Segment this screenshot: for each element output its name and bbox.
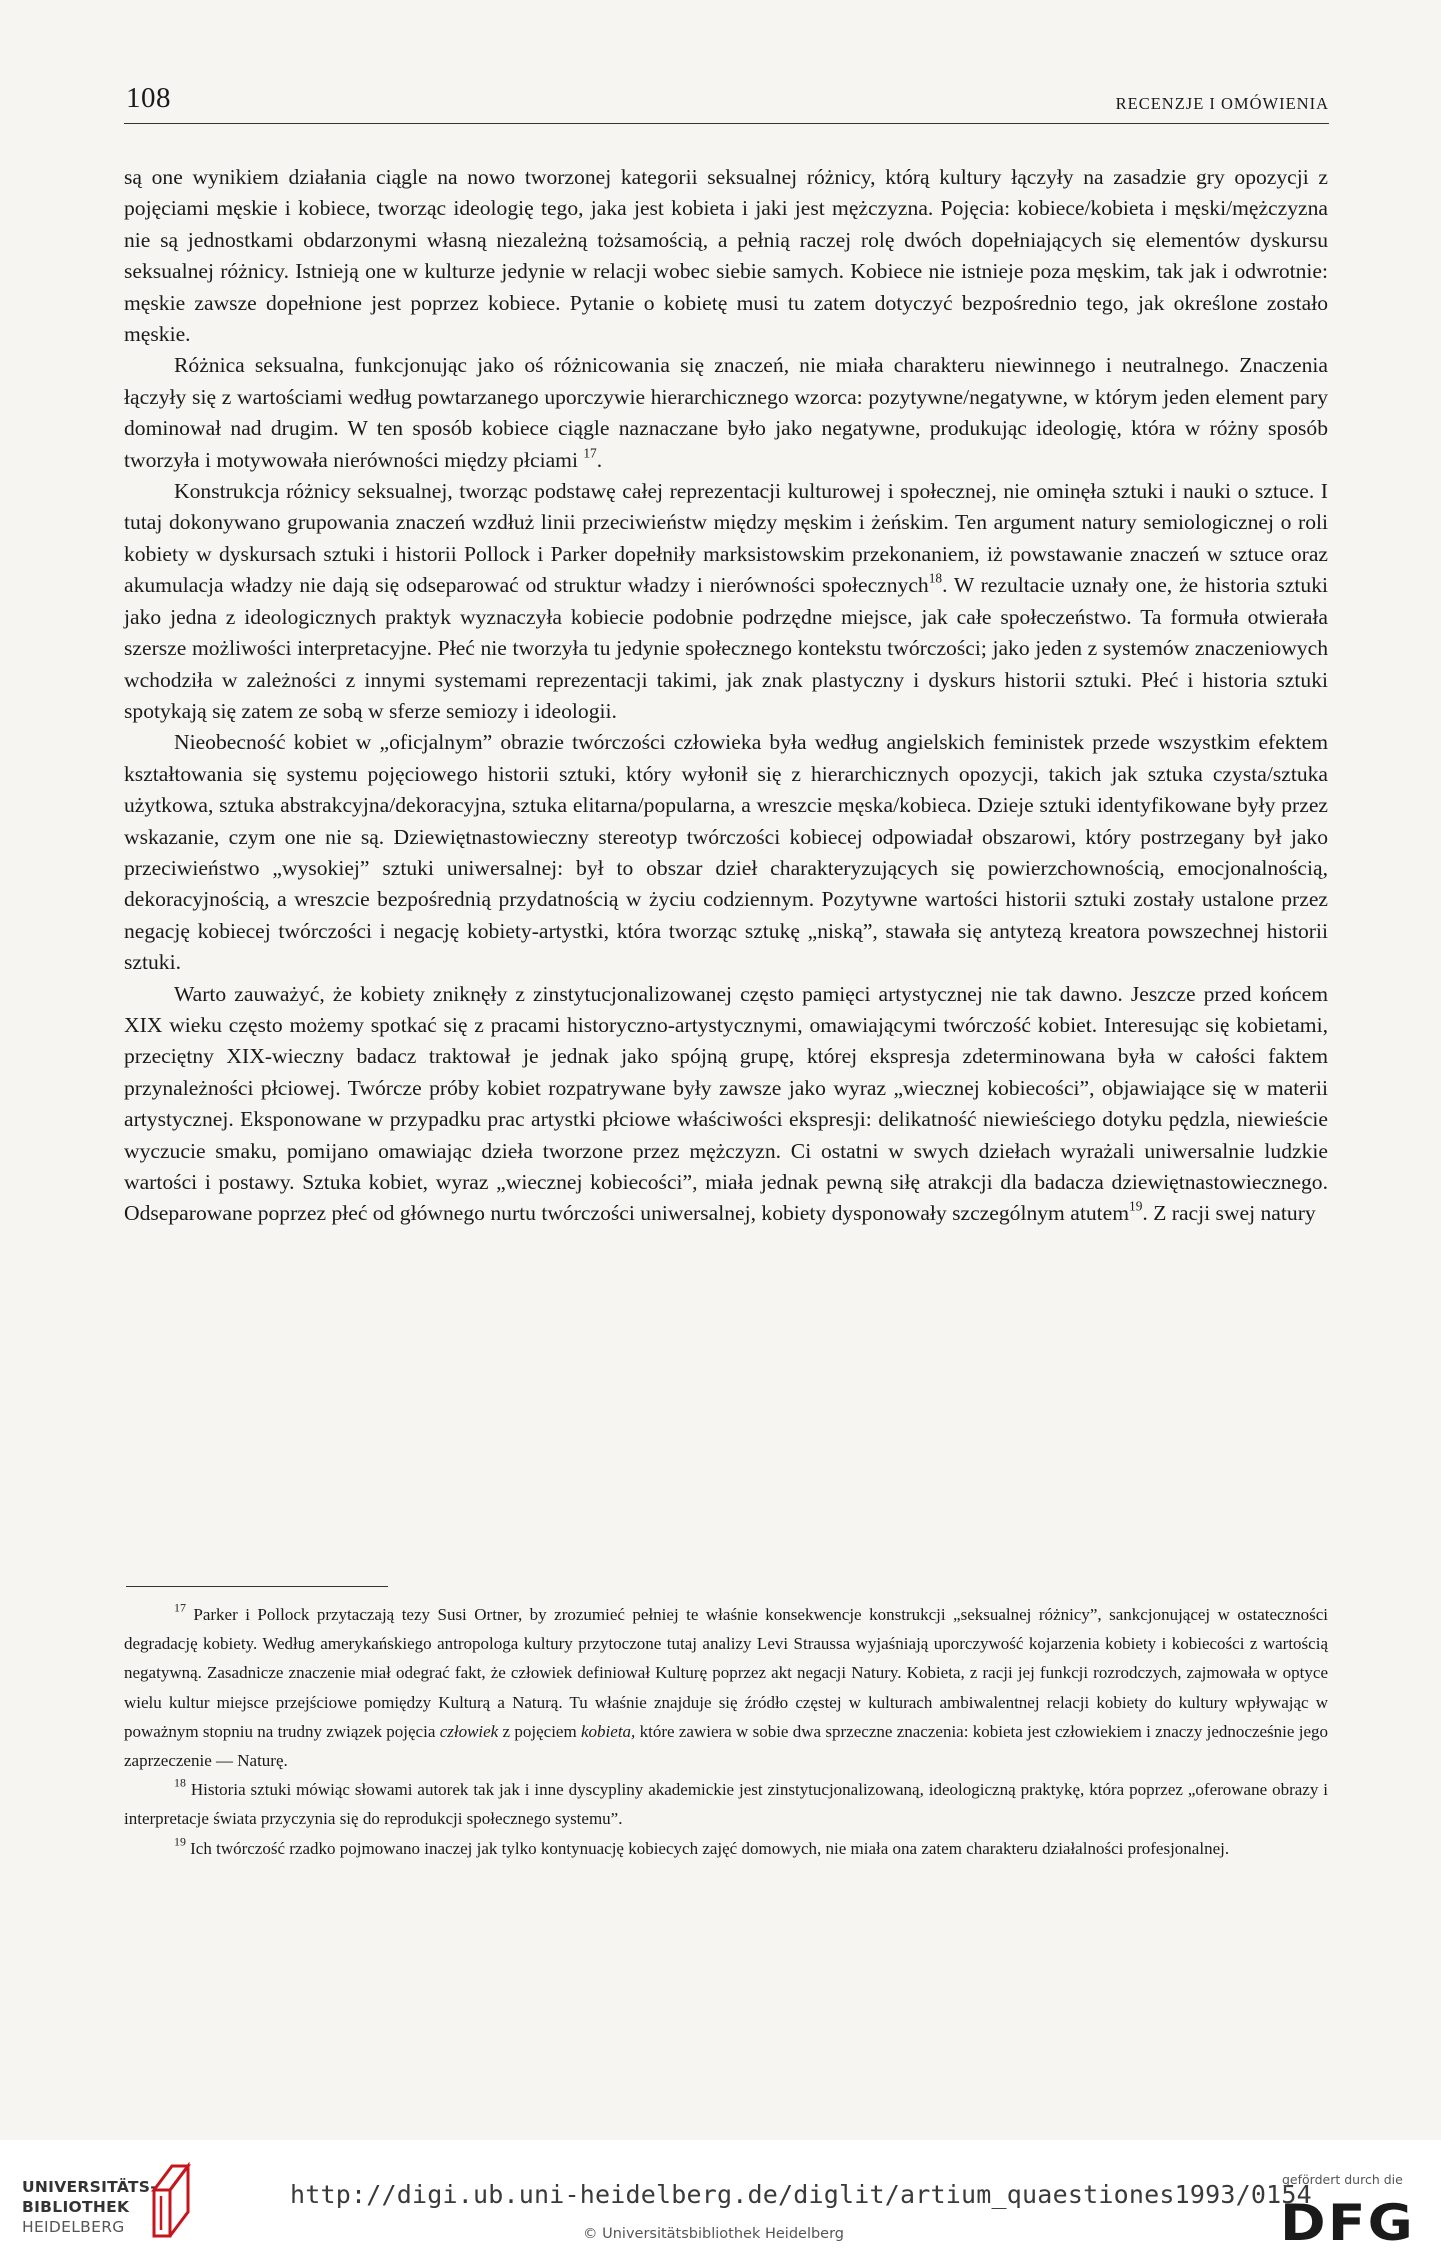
paragraph-2-end: . [596,447,603,472]
footnote-18-number: 18 [174,1775,186,1790]
footnote-17 [124,1600,1328,1775]
footnotes [124,1600,1328,1863]
footnote-17-text-a: Parker i Pollock przytaczają tezy Susi Ortner, by zrozumieć pełniej te właśnie konsekwencje konstrukcji „seksualnej różnicy”, sankcjonującej w ostateczności degradację kobiety. Według amerykańskiego antropologa kultury przytoczone tutaj analizy Levi Straussa wyjaśniają uporczywość kojarzenia kobiety i kobiecości z wartością negatywną. Zasadnicze znaczenie miał odegrać fakt, że człowiek definiował Kulturę poprzez akt negacji Natury. Kobieta, z racji jej funkcji rozrodczych, zajmowała w optyce wielu kultur miejsce przejściowe pomiędzy Kulturą a Naturą. Tu właśnie znajduje się źródło częstej w kulturach ambiwalentnej relacji kobiety do kultury wpływając w poważnym stopniu na trudny związek pojęcia [124,1605,1329,1741]
page-number: 108 [126,82,171,114]
paragraph-5-text-b: . Z racji swej natury [1142,1201,1316,1226]
paragraph-3-text-b: . W rezultacie uznały one, że historia sztuki jako jedna z ideologicznych praktyk wyznaczyła kobiecie podobnie podrzędne miejsce, jak całe społeczeństwo. Ta formuła otwierała szersze możliwości interpretacyjne. Płeć nie tworzyła tu jedynie społecznego kontekstu twórczości; jako jeden z systemów znaczeniowych wchodziła w zależności z innymi systemami reprezentacji takimi, jak znak plastyczny i dyskurs historii sztuki. Płeć i historia sztuki spotykają się zatem ze sobą w sferze semiozy i ideologii. [124,573,1328,723]
paragraph-5-text-a: Warto zauważyć, że kobiety zniknęły z zinstytucjonalizowanej często pamięci artystycznej nie tak dawno. Jeszcze przed końcem XIX wieku często możemy spotkać się z pracami historyczno-artystycznymi, omawiającymi twórczość kobiet. Interesując się kobietami, przeciętny XIX-wieczny badacz traktował je jednak jako spójną grupę, której ekspresja zdeterminowana była w całości faktem przynależności płciowej. Twórcze próby kobiet rozpatrywane były zawsze jako wyraz „wiecznej kobiecości”, objawiające się w materii artystycznej. Eksponowane w przypadku prac artystki płciowe właściwości ekspresji: delikatność niewieściego dotyku pędzla, niewieście wyczucie smaku, pomijano omawiając dzieła tworzone przez mężczyzn. Ci ostatni w swych dziełach wyrażali uniwersalnie ludzkie wartości i postawy. Sztuka kobiet, wyraz „wiecznej kobiecości”, miała jednak pewną siłę atrakcji dla badacza dziewiętnastowiecznego. Odseparowane poprzez płeć od głównego nurtu twórczości uniwersalnej, kobiety dysponowały szczególnym atutem [124,981,1328,1226]
footnote-19 [124,1834,1328,1863]
viewer-footer [0,2140,1441,2263]
footnote-17-text-b: z pojęciem [502,1721,577,1741]
permalink-url[interactable]: http://digi.ub.uni-heidelberg.de/diglit/artium_quaestiones1993/0154 [290,2180,1312,2209]
paragraph-4: Nieobecność kobiet w „oficjalnym” obrazie twórczości człowieka była według angielskich feministek przede wszystkim efektem kształtowania się systemu pojęciowego historii sztuki, który wyłonił się z hierarchicznych opozycji, takich jak sztuka czysta/sztuka użytkowa, sztuka abstrakcyjna/dekoracyjna, sztuka elitarna/popularna, a wreszcie męska/kobieca. Dzieje sztuki identyfikowane były przez wskazanie, czym one nie są. Dziewiętnastowieczny stereotyp twórczości kobiecej odpowiadał obszarowi, który postrzegany był jako przeciwieństwo „wysokiej” sztuki uniwersalnej: był to obszar dzieł charakteryzujących się powierzchownością, emocjonalnością, dekoracyjnością, a wreszcie bezpośrednią przydatnością w życiu codziennym. Pozytywne wartości historii sztuki zostały ustalone przez negację kobiecej twórczości i negację kobiety-artystki, która tworząc sztukę „niską”, stawała się antytezą kreatora powszechnej historii sztuki. [124,730,1328,975]
library-name-line-2: BIBLIOTHEK [22,2198,130,2216]
footnote-17-number: 17 [174,1600,186,1615]
footnote-ref-17[interactable]: 17 [583,445,597,461]
library-name-line-3: HEIDELBERG [22,2218,125,2236]
footnote-rule [126,1586,388,1587]
dfg-logo[interactable]: DFG [1280,2194,1415,2252]
paragraph-1: są one wynikiem działania ciągle na nowo tworzonej kategorii seksualnej różnicy, którą kultury łączyły na zasadzie gry opozycji z pojęciami męskie i kobiece, tworząc ideologię tego, jaka jest kobieta i jaki jest mężczyzna. Pojęcia: kobiece/kobieta i męski/mężczyzna nie są jednostkami obdarzonymi własną niezależną tożsamością, a pełnią raczej rolę dwóch dopełniających się elementów dyskursu seksualnej różnicy. Istnieją one w kulturze jedynie w relacji wobec siebie samych. Kobiece nie istnieje poza męskim, tak jak i odwrotnie: męskie zawsze dopełnione jest poprzez kobiece. Pytanie o kobietę musi tu zatem dotyczyć bezpośrednio tego, jak określone zostało męskie. [124,165,1328,347]
footnote-17-term-woman: kobieta, [581,1721,636,1741]
footnote-ref-18[interactable]: 18 [928,570,943,586]
paragraph-2-text: Różnica seksualna, funkcjonując jako oś różnicowania się znaczeń, nie miała charakteru niewinnego i neutralnego. Znaczenia łączyły się z wartościami według powtarzanego uporczywie hierarchicznego wzorca: pozytywne/negatywne, w którym jeden element pary dominował nad drugim. W ten sposób kobiece ciągle naznaczane było jako negatywne, produkując ideologię, która w różny sposób tworzyła i motywowała nierówności między płciami [124,353,1328,472]
footnote-19-number: 19 [174,1834,186,1849]
library-logo-icon[interactable] [148,2162,194,2240]
library-name-line-1: UNIVERSITÄTS- [22,2178,158,2196]
body-text [124,162,1328,1230]
funded-by-label: gefördert durch die [1282,2172,1403,2187]
copyright-notice: © Universitätsbibliothek Heidelberg [583,2226,845,2242]
footnote-17-term-man: człowiek [439,1721,499,1741]
footnote-18 [124,1775,1328,1833]
footnote-19-text: Ich twórczość rzadko pojmowano inaczej jak tylko kontynuację kobiecych zajęć domowych, nie miała ona zatem charakteru działalności profesjonalnej. [190,1838,1230,1858]
footnote-ref-19[interactable]: 19 [1129,1198,1143,1214]
footnote-17-text-c: które zawiera w sobie dwa sprzeczne znaczenia: kobieta jest człowiekiem i znaczy jednocześnie jego zaprzeczenie — Naturę. [124,1721,1329,1771]
footnote-18-text: Historia sztuki mówiąc słowami autorek tak jak i inne dyscypliny akademickie jest zinstytucjonalizowaną, ideologiczną praktykę, która poprzez „oferowane obrazy i interpretacje świata przyczynia się do reprodukcji społecznego systemu”. [124,1780,1329,1829]
paragraph-5 [124,979,1328,1230]
library-name[interactable] [22,2177,157,2237]
paragraph-2 [124,350,1328,476]
running-head: RECENZJE I OMÓWIENIA [1115,94,1329,113]
header-rule [124,123,1329,124]
paragraph-3 [124,476,1328,727]
paragraph-3-text-a: Konstrukcja różnicy seksualnej, tworząc podstawę całej reprezentacji kulturowej i społecznej, nie ominęła sztuki i nauki o sztuce. I tutaj dokonywano grupowania znaczeń wzdłuż linii przeciwieństw między męskim i żeńskim. Ten argument natury semiologicznej o roli kobiety w dyskursach sztuki i historii Pollock i Parker dopełniły marksistowskim przekonaniem, iż powstawanie znaczeń w sztuce oraz akumulacja władzy nie dają się odseparować od struktur władzy i nierówności społecznych [124,479,1328,598]
